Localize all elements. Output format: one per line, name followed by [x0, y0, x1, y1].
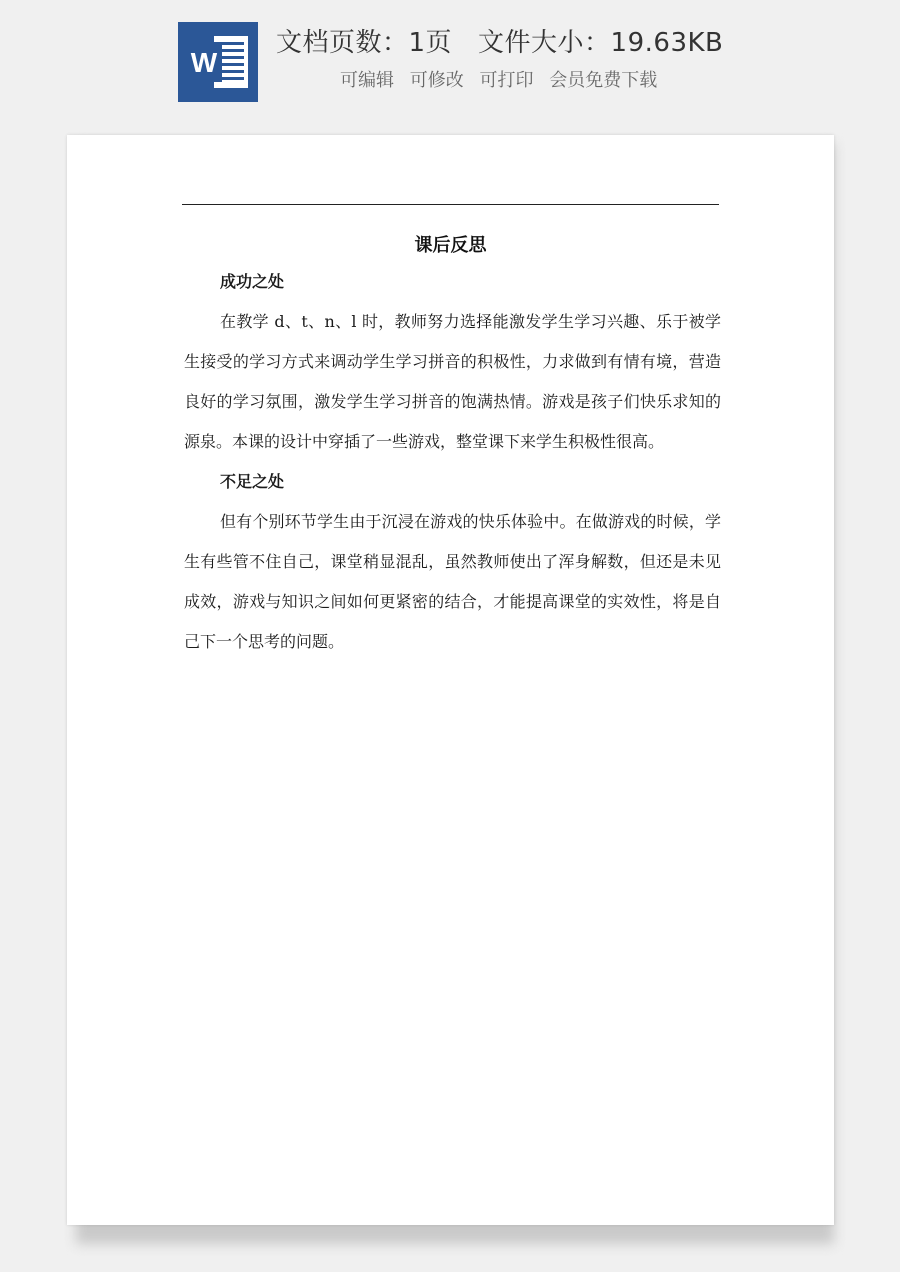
feature-free-download: 会员免费下载	[549, 70, 658, 91]
document-body	[184, 262, 721, 662]
section-heading-shortcoming: 不足之处	[220, 472, 285, 491]
feature-editable: 可编辑	[340, 70, 394, 91]
section-paragraph-shortcoming: 但有个别环节学生由于沉浸在游戏的快乐体验中。在做游戏的时候，学生有些管不住自己，课堂稍显混乱，虽然教师使出了浑身解数，但还是未见成效，游戏与知识之间如何更紧密的结合，才能提高课堂的实效性，将是自己下一个思考的问题。	[184, 512, 721, 651]
file-size: 文件大小：19.63KB	[478, 28, 724, 58]
page-count: 文档页数：1页	[276, 28, 453, 58]
page-header-rule	[182, 204, 719, 205]
document-title: 课后反思	[414, 235, 487, 256]
section-paragraph-success: 在教学 d、t、n、l 时，教师努力选择能激发学生学习兴趣、乐于被学生接受的学习方式来调动学生学习拼音的积极性，力求做到有情有境，营造良好的学习氛围，激发学生学习拼音的饱满热情。游戏是孩子们快乐求知的源泉。本课的设计中穿插了一些游戏，整堂课下来学生积极性很高。	[184, 312, 721, 451]
document-info-banner	[0, 0, 900, 118]
feature-modifiable: 可修改	[409, 70, 464, 91]
feature-list	[340, 66, 657, 92]
document-page	[67, 135, 834, 1225]
document-meta	[276, 22, 723, 59]
word-logo-letter: W	[190, 47, 218, 78]
section-heading-success: 成功之处	[220, 272, 285, 291]
feature-printable: 可打印	[479, 70, 534, 91]
word-document-icon	[178, 22, 258, 102]
